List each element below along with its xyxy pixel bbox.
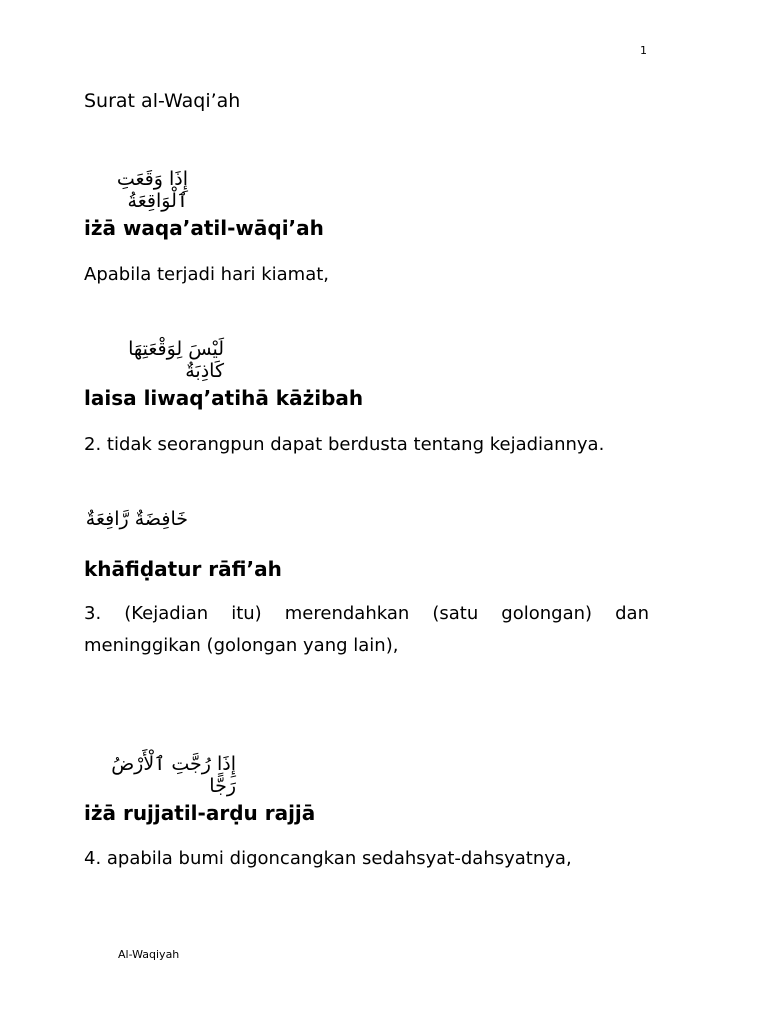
verse-2-transliteration: laisa liwaq’atihā kāżibah: [84, 386, 364, 410]
verse-3-translation: 3. (Kejadian itu) merendahkan (satu golongan) dan meninggikan (golongan yang lain),: [84, 603, 649, 656]
verse-1-transliteration: iżā waqa’atil-wāqi’ah: [84, 216, 324, 240]
verse-4-translation: 4. apabila bumi digoncangkan sedahsyat-dahsyatnya,: [84, 848, 572, 869]
page-footer: Al-Waqiyah: [118, 948, 180, 961]
verse-3-transliteration: khāfiḍatur rāfi’ah: [84, 557, 282, 581]
page-number: 1: [640, 44, 647, 57]
verse-2-arabic: لَيْسَ لِوَقْعَتِهَا كَاذِبَةٌ: [128, 338, 224, 382]
verse-2-translation: 2. tidak seorangpun dapat berdusta tentang kejadiannya.: [84, 434, 605, 455]
verse-3-arabic: خَافِضَةٌ رَّافِعَةٌ: [85, 508, 188, 530]
verse-4-arabic: إِذَا رُجَّتِ ٱلْأَرْضُ رَجًّا: [111, 753, 236, 797]
verse-1-arabic: إِذَا وَقَعَتِ ٱلْوَاقِعَةُ: [116, 168, 188, 212]
verse-1-translation: Apabila terjadi hari kiamat,: [84, 264, 330, 285]
page-title: Surat al-Waqi’ah: [84, 90, 241, 112]
verse-4-transliteration: iżā rujjatil-arḍu rajjā: [84, 801, 316, 825]
